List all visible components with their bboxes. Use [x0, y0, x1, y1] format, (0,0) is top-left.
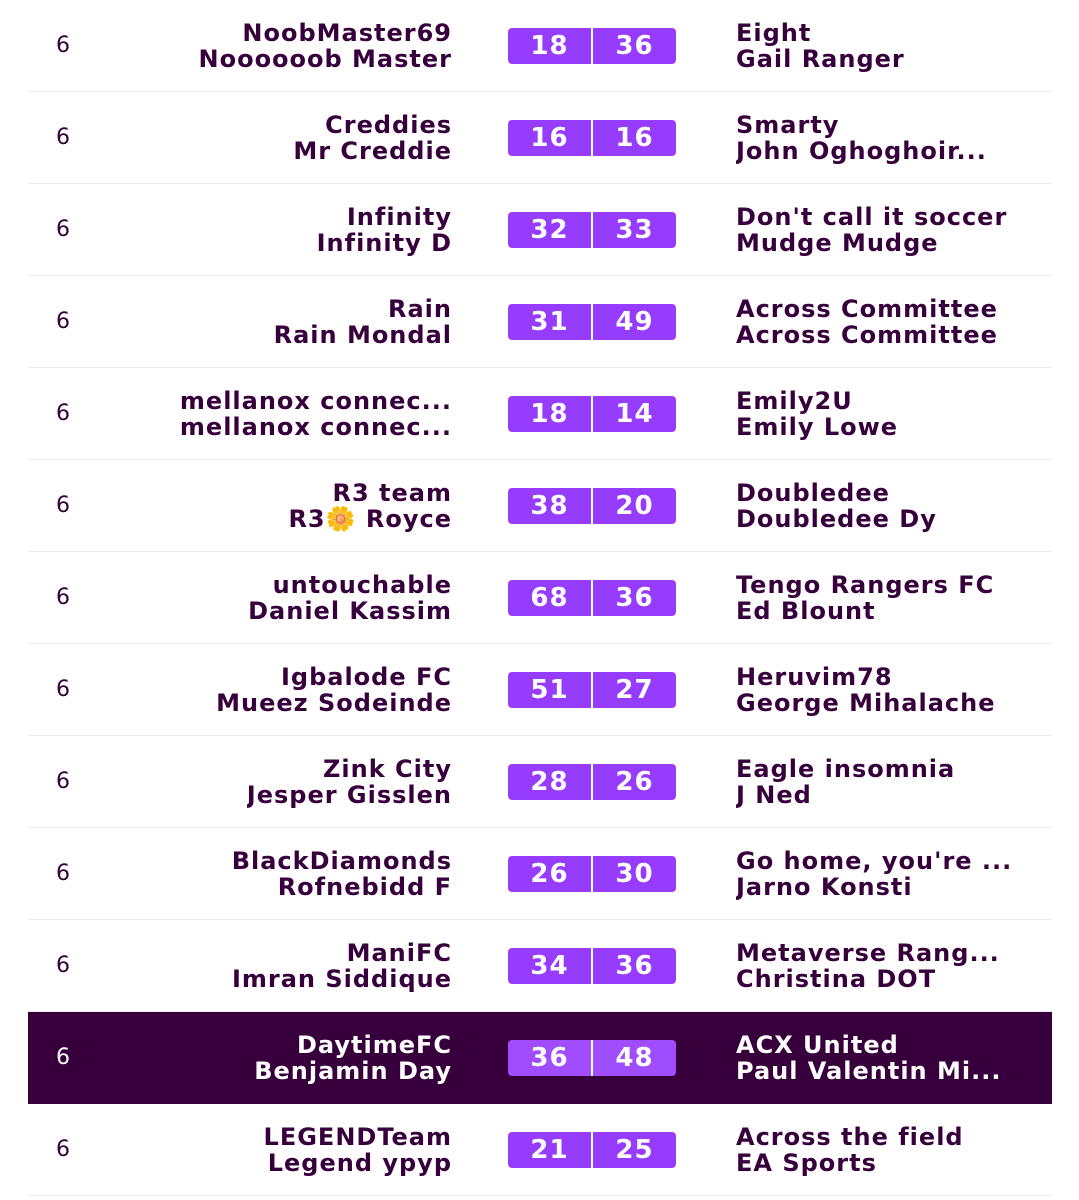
home-manager-name: Jesper Gisslen [246, 781, 452, 808]
home-score: 32 [508, 212, 591, 248]
score-box [508, 856, 676, 892]
home-team-name: ManiFC [346, 939, 452, 966]
home-manager-name: Benjamin Day [254, 1057, 452, 1084]
home-manager-name: Mr Creddie [293, 137, 452, 164]
fixture-row[interactable] [28, 1012, 1052, 1104]
home-entry [122, 828, 452, 919]
home-manager-name: Infinity D [316, 229, 452, 256]
away-team-name: Go home, you're ... [736, 847, 1013, 874]
home-entry [122, 276, 452, 367]
score-box [508, 212, 676, 248]
home-manager-name: Legend ypyp [267, 1149, 452, 1176]
away-entry [736, 644, 1036, 735]
away-score: 36 [593, 948, 676, 984]
away-team-name: Eight [736, 19, 812, 46]
score-box [508, 120, 676, 156]
home-entry [122, 1012, 452, 1103]
home-score: 18 [508, 28, 591, 64]
away-team-name: Across Committee [736, 295, 998, 322]
gameweek-number: 6 [56, 677, 70, 702]
away-team-name: Smarty [736, 111, 840, 138]
home-team-name: Zink City [323, 755, 452, 782]
home-score: 36 [508, 1040, 591, 1076]
home-entry [122, 1104, 452, 1195]
away-score: 27 [593, 672, 676, 708]
home-score: 26 [508, 856, 591, 892]
fixture-row[interactable] [28, 644, 1052, 736]
gameweek-number: 6 [56, 1045, 70, 1070]
away-team-name: Across the field [736, 1123, 964, 1150]
score-box [508, 764, 676, 800]
home-score: 51 [508, 672, 591, 708]
home-entry [122, 184, 452, 275]
fixture-row[interactable] [28, 736, 1052, 828]
gameweek-number: 6 [56, 33, 70, 58]
away-score: 36 [593, 580, 676, 616]
home-score: 38 [508, 488, 591, 524]
away-manager-name: Ed Blount [736, 597, 876, 624]
away-team-name: Tengo Rangers FC [736, 571, 995, 598]
away-manager-name: Across Committee [736, 321, 998, 348]
score-box [508, 1040, 676, 1076]
home-score: 31 [508, 304, 591, 340]
away-manager-name: Gail Ranger [736, 45, 905, 72]
away-manager-name: Doubledee Dy [736, 505, 937, 532]
gameweek-number: 6 [56, 125, 70, 150]
gameweek-number: 6 [56, 1137, 70, 1162]
home-manager-name: R3🌼 Royce [288, 505, 452, 532]
home-team-name: untouchable [272, 571, 452, 598]
home-score: 34 [508, 948, 591, 984]
gameweek-number: 6 [56, 401, 70, 426]
home-entry [122, 460, 452, 551]
away-team-name: Eagle insomnia [736, 755, 956, 782]
home-team-name: Creddies [325, 111, 452, 138]
away-manager-name: Paul Valentin Mi... [736, 1057, 1002, 1084]
away-entry [736, 368, 1036, 459]
home-manager-name: Imran Siddique [231, 965, 452, 992]
home-manager-name: Noooooob Master [198, 45, 452, 72]
home-score: 18 [508, 396, 591, 432]
gameweek-number: 6 [56, 769, 70, 794]
score-box [508, 948, 676, 984]
home-score: 21 [508, 1132, 591, 1168]
score-box [508, 672, 676, 708]
home-manager-name: Daniel Kassim [248, 597, 452, 624]
away-entry [736, 736, 1036, 827]
home-manager-name: mellanox connec... [179, 413, 452, 440]
home-entry [122, 736, 452, 827]
home-entry [122, 0, 452, 91]
home-entry [122, 368, 452, 459]
home-team-name: NoobMaster69 [242, 19, 452, 46]
fixtures-list [28, 0, 1052, 1196]
home-entry [122, 92, 452, 183]
fixture-row[interactable] [28, 92, 1052, 184]
gameweek-number: 6 [56, 953, 70, 978]
away-score: 33 [593, 212, 676, 248]
away-score: 49 [593, 304, 676, 340]
away-entry [736, 460, 1036, 551]
away-entry [736, 1104, 1036, 1195]
away-score: 36 [593, 28, 676, 64]
home-entry [122, 644, 452, 735]
home-manager-name: Rain Mondal [273, 321, 452, 348]
away-entry [736, 920, 1036, 1011]
away-manager-name: John Oghoghoir... [736, 137, 987, 164]
fixture-row[interactable] [28, 0, 1052, 92]
away-entry [736, 184, 1036, 275]
home-team-name: mellanox connec... [179, 387, 452, 414]
home-team-name: R3 team [332, 479, 452, 506]
away-manager-name: Mudge Mudge [736, 229, 939, 256]
fixture-row[interactable] [28, 184, 1052, 276]
away-score: 48 [593, 1040, 676, 1076]
home-team-name: Infinity [346, 203, 452, 230]
home-entry [122, 920, 452, 1011]
away-score: 26 [593, 764, 676, 800]
score-box [508, 304, 676, 340]
home-manager-name: Rofnebidd F [277, 873, 452, 900]
away-team-name: Heruvim78 [736, 663, 893, 690]
away-manager-name: J Ned [736, 781, 812, 808]
away-team-name: Don't call it soccer [736, 203, 1008, 230]
fixture-row[interactable] [28, 828, 1052, 920]
away-manager-name: George Mihalache [736, 689, 996, 716]
home-team-name: Igbalode FC [280, 663, 452, 690]
gameweek-number: 6 [56, 585, 70, 610]
fixture-row[interactable] [28, 1104, 1052, 1196]
home-entry [122, 552, 452, 643]
fixture-row[interactable] [28, 460, 1052, 552]
home-score: 28 [508, 764, 591, 800]
away-entry [736, 1012, 1036, 1103]
away-team-name: Doubledee [736, 479, 890, 506]
fixture-row[interactable] [28, 920, 1052, 1012]
away-score: 30 [593, 856, 676, 892]
away-score: 25 [593, 1132, 676, 1168]
away-team-name: ACX United [736, 1031, 899, 1058]
away-score: 20 [593, 488, 676, 524]
away-team-name: Metaverse Rang... [736, 939, 1000, 966]
gameweek-number: 6 [56, 493, 70, 518]
gameweek-number: 6 [56, 217, 70, 242]
home-team-name: Rain [388, 295, 452, 322]
fixture-row[interactable] [28, 276, 1052, 368]
away-entry [736, 92, 1036, 183]
away-score: 14 [593, 396, 676, 432]
home-team-name: DaytimeFC [296, 1031, 452, 1058]
home-score: 68 [508, 580, 591, 616]
away-manager-name: EA Sports [736, 1149, 877, 1176]
away-manager-name: Jarno Konsti [736, 873, 913, 900]
score-box [508, 488, 676, 524]
away-score: 16 [593, 120, 676, 156]
away-entry [736, 552, 1036, 643]
home-manager-name: Mueez Sodeinde [216, 689, 452, 716]
home-team-name: BlackDiamonds [231, 847, 452, 874]
score-box [508, 1132, 676, 1168]
away-entry [736, 828, 1036, 919]
fixture-row[interactable] [28, 552, 1052, 644]
score-box [508, 580, 676, 616]
home-score: 16 [508, 120, 591, 156]
home-team-name: LEGENDTeam [263, 1123, 452, 1150]
score-box [508, 396, 676, 432]
gameweek-number: 6 [56, 309, 70, 334]
away-manager-name: Emily Lowe [736, 413, 899, 440]
away-entry [736, 276, 1036, 367]
score-box [508, 28, 676, 64]
fixture-row[interactable] [28, 368, 1052, 460]
away-team-name: Emily2U [736, 387, 853, 414]
away-manager-name: Christina DOT [736, 965, 937, 992]
away-entry [736, 0, 1036, 91]
gameweek-number: 6 [56, 861, 70, 886]
